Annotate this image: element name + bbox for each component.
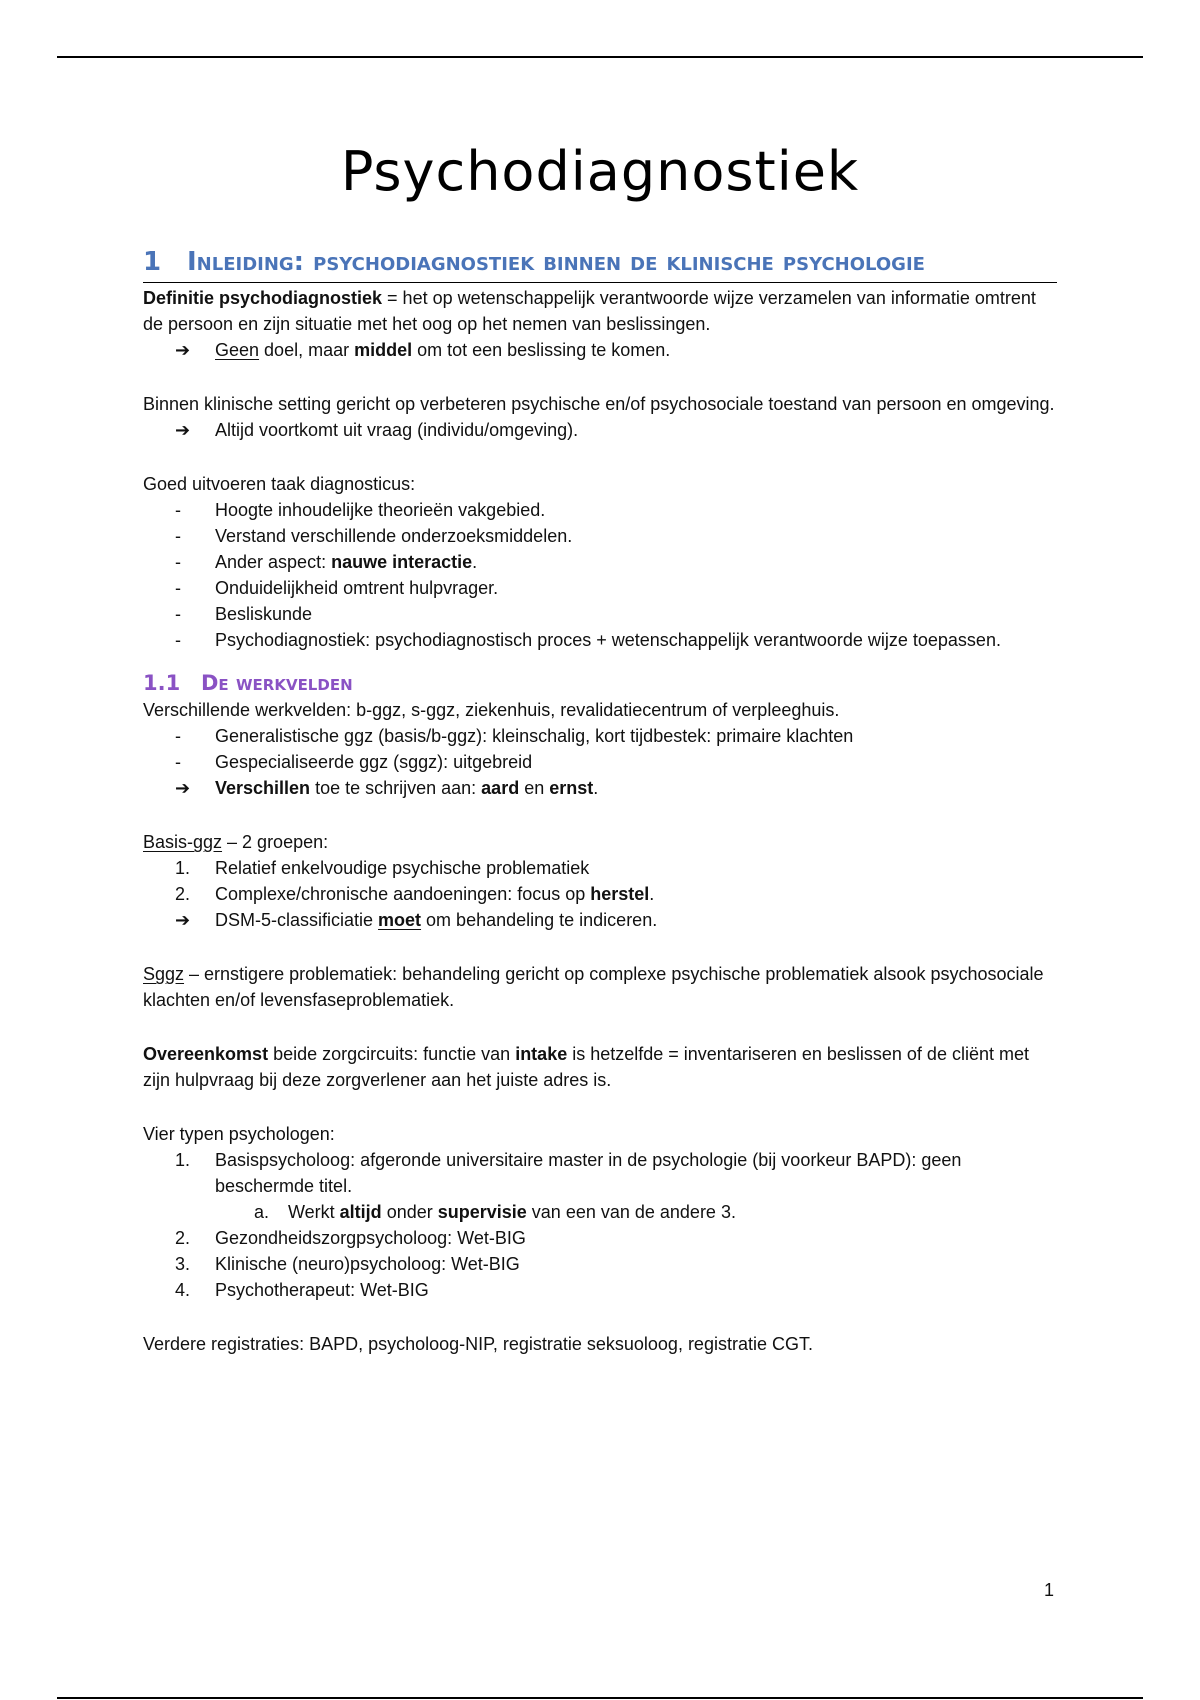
dash-bullet: -: [175, 604, 181, 624]
document-title: Psychodiagnostiek: [340, 140, 860, 203]
list-number: 4.: [175, 1280, 191, 1300]
list-item: [143, 627, 1057, 653]
arrow-icon: ➔: [175, 910, 191, 930]
definition-term: Definitie psychodiagnostiek: [143, 288, 383, 308]
sggz-paragraph: [143, 961, 1057, 1013]
text: toe te schrijven aan:: [310, 778, 482, 798]
text: om tot een beslissing te komen.: [412, 340, 671, 360]
list-letter: a.: [254, 1202, 270, 1222]
bold-text: ernst: [549, 778, 594, 798]
numbered-item: [143, 1147, 1057, 1199]
text: om behandeling te indiceren.: [421, 910, 658, 930]
list-text: Verstand verschillende onderzoeksmiddelen.: [215, 526, 573, 546]
subsection-number: 1.1: [143, 671, 181, 695]
arrow-item: [143, 417, 1057, 443]
section-heading-1: [143, 244, 1057, 283]
dash-bullet: -: [175, 578, 181, 598]
task-intro: Goed uitvoeren taak diagnosticus:: [143, 474, 416, 494]
list-item: [143, 723, 1057, 749]
text: – ernstigere problematiek: behandeling gericht op complexe psychische problematiek alsook psychosociale klachten en/of levensfaseproblematiek.: [143, 964, 1044, 1010]
bold-text: Verschillen: [215, 778, 311, 798]
list-item: [143, 497, 1057, 523]
psychologen-intro: Vier typen psychologen:: [143, 1124, 335, 1144]
basis-ggz-intro: [143, 829, 1057, 855]
bold-text: Overeenkomst: [143, 1044, 269, 1064]
text: is hetzelfde = inventariseren en beslissen of de cliënt met zijn hulpvraag bij deze zorgverlener aan het juiste adres is.: [143, 1044, 1029, 1090]
numbered-item: [143, 1225, 1057, 1251]
arrow-icon: ➔: [175, 778, 191, 798]
dash-bullet: -: [175, 752, 181, 772]
list-text: Relatief enkelvoudige psychische problematiek: [215, 858, 590, 878]
numbered-item: [143, 855, 1057, 881]
text: – 2 groepen:: [222, 832, 329, 852]
text: beide zorgcircuits: functie van: [268, 1044, 516, 1064]
list-item: [143, 749, 1057, 775]
section-number: 1: [143, 247, 162, 277]
section-heading-1-1: [143, 669, 1057, 697]
arrow-item: [143, 337, 1057, 363]
text: en: [519, 778, 550, 798]
list-text: Klinische (neuro)psycholoog: Wet-BIG: [215, 1254, 520, 1274]
list-text: Gezondheidszorgpsycholoog: Wet-BIG: [215, 1228, 526, 1248]
footer-rule: [57, 1697, 1143, 1699]
list-number: 2.: [175, 884, 191, 904]
arrow-item: [143, 907, 1057, 933]
subsection-title: De werkvelden: [201, 671, 353, 695]
bold-underlined-text: moet: [378, 910, 422, 930]
text: van een van de andere 3.: [526, 1202, 736, 1222]
definition-paragraph: [143, 285, 1057, 337]
text: onder: [381, 1202, 438, 1222]
list-number: 1.: [175, 858, 191, 878]
list-text: Generalistische ggz (basis/b-ggz): kleinschalig, kort tijdbestek: primaire klachten: [215, 726, 854, 746]
list-item: [143, 575, 1057, 601]
list-number: 3.: [175, 1254, 191, 1274]
numbered-item: [143, 1251, 1057, 1277]
list-text: Ander aspect:: [215, 552, 332, 572]
arrow-icon: ➔: [175, 420, 191, 440]
arrow-text: Altijd voortkomt uit vraag (individu/omgeving).: [215, 420, 579, 440]
bold-text: nauwe interactie: [331, 552, 473, 572]
list-text: Besliskunde: [215, 604, 313, 624]
bold-text: intake: [515, 1044, 568, 1064]
overeenkomst-paragraph: [143, 1041, 1057, 1093]
text: .: [593, 778, 599, 798]
dash-bullet: -: [175, 630, 181, 650]
underlined-text: Geen: [215, 340, 260, 360]
underlined-text: Sggz: [143, 964, 185, 984]
dash-bullet: -: [175, 552, 181, 572]
dash-bullet: -: [175, 726, 181, 746]
list-text: Psychotherapeut: Wet-BIG: [215, 1280, 429, 1300]
underlined-text: Basis-ggz: [143, 832, 223, 852]
page-number: 1: [1044, 1580, 1055, 1600]
dash-bullet: -: [175, 526, 181, 546]
text: Werkt: [288, 1202, 340, 1222]
list-text: .: [472, 552, 478, 572]
list-text: Basispsycholoog: afgeronde universitaire master in de psychologie (bij voorkeur BAPD): geen beschermde titel.: [215, 1150, 962, 1196]
numbered-item: [143, 1277, 1057, 1303]
list-number: 1.: [175, 1150, 191, 1170]
clinical-setting-paragraph: Binnen klinische setting gericht op verbeteren psychische en/of psychosociale toestand van persoon en omgeving.: [143, 394, 1055, 414]
list-text: Psychodiagnostiek: psychodiagnostisch proces + wetenschappelijk verantwoorde wijze toepassen.: [215, 630, 1001, 650]
list-text: .: [649, 884, 655, 904]
header-rule: [57, 56, 1143, 58]
list-item: [143, 549, 1057, 575]
bold-text: altijd: [339, 1202, 382, 1222]
text: DSM-5-classificiatie: [215, 910, 379, 930]
bold-text: aard: [481, 778, 520, 798]
list-text: Hoogte inhoudelijke theorieën vakgebied.: [215, 500, 546, 520]
list-text: Onduidelijkheid omtrent hulpvrager.: [215, 578, 499, 598]
bold-text: herstel: [590, 884, 650, 904]
bold-text: supervisie: [437, 1202, 527, 1222]
list-item: [143, 523, 1057, 549]
list-number: 2.: [175, 1228, 191, 1248]
lettered-item: [143, 1199, 1057, 1225]
list-text: Gespecialiseerde ggz (sggz): uitgebreid: [215, 752, 533, 772]
list-item: [143, 601, 1057, 627]
registraties-paragraph: Verdere registraties: BAPD, psycholoog-NIP, registratie seksuoloog, registratie CGT.: [143, 1334, 813, 1354]
numbered-item: [143, 881, 1057, 907]
list-text: Complexe/chronische aandoeningen: focus op: [215, 884, 591, 904]
definition-text: = het op wetenschappelijk verantwoorde wijze verzamelen van informatie omtrent de persoon en zijn situatie met het oog op het nemen van beslissingen.: [143, 288, 1036, 334]
dash-bullet: -: [175, 500, 181, 520]
werkvelden-intro: Verschillende werkvelden: b-ggz, s-ggz, ziekenhuis, revalidatiecentrum of verpleeghuis.: [143, 700, 840, 720]
arrow-item: [143, 775, 1057, 801]
bold-text: middel: [354, 340, 413, 360]
section-title: Inleiding: psychodiagnostiek binnen de klinische psychologie: [187, 247, 925, 277]
arrow-icon: ➔: [175, 340, 191, 360]
page-content: [143, 244, 1057, 1357]
text: doel, maar: [259, 340, 355, 360]
